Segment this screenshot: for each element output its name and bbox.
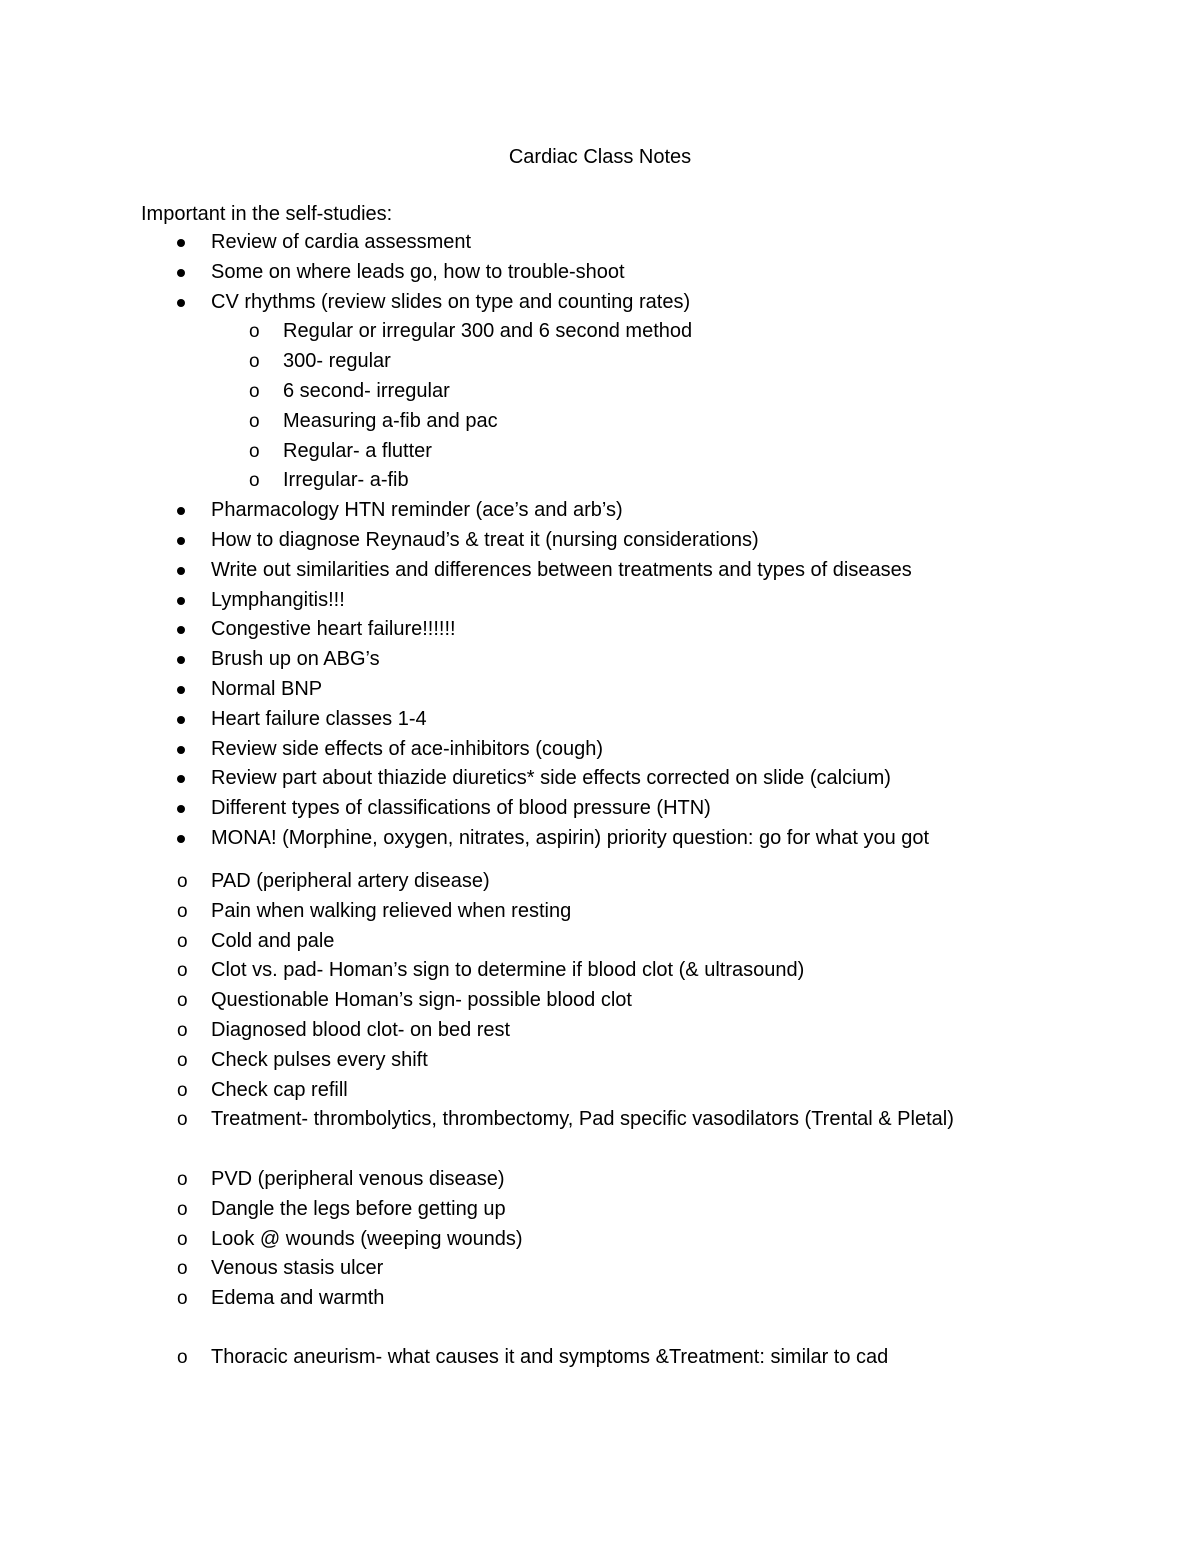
list-item-text: Check cap refill [211, 1078, 348, 1101]
list-item [0, 927, 1200, 957]
list-item [0, 556, 1200, 586]
list-item [0, 897, 1200, 927]
list-item-text: Look @ wounds (weeping wounds) [211, 1227, 523, 1250]
list-item-text: Dangle the legs before getting up [211, 1197, 506, 1220]
list-item [0, 1254, 1200, 1284]
list-item-text: Venous stasis ulcer [211, 1257, 384, 1280]
list-item [0, 1225, 1200, 1255]
list-item-text: Pain when walking relieved when resting [211, 899, 572, 922]
list-item [0, 705, 1200, 735]
hollow-bullet-icon: o [177, 1198, 188, 1220]
list-item-text: Clot vs. pad- Homan’s sign to determine if blood clot (& ultrasound) [211, 959, 805, 982]
list-item-text: Different types of classifications of blood pressure (HTN) [211, 797, 711, 820]
list-item-text: Review side effects of ace-inhibitors (cough) [211, 737, 604, 760]
hollow-bullet-icon: o [177, 990, 188, 1012]
thoracic-list [0, 1343, 1200, 1373]
list-item [0, 1343, 1200, 1373]
list-item-text: Review part about thiazide diuretics* side effects corrected on slide (calcium) [211, 767, 891, 790]
pvd-list [0, 1165, 1200, 1314]
list-item [0, 347, 1200, 377]
bullet-disc-icon [177, 626, 185, 634]
bullet-disc-icon [177, 775, 185, 783]
bullet-disc-icon [177, 716, 185, 724]
list-item [0, 466, 1200, 496]
list-item-text: Treatment- thrombolytics, thrombectomy, Pad specific vasodilators (Trental & Pletal) [211, 1108, 954, 1131]
list-item [0, 437, 1200, 467]
hollow-bullet-icon: o [249, 321, 260, 343]
hollow-bullet-icon: o [177, 1049, 188, 1071]
list-item [0, 1284, 1200, 1314]
pad-list [0, 867, 1200, 1135]
intro-text: Important in the self-studies: [141, 203, 393, 225]
hollow-bullet-icon: o [177, 1228, 188, 1250]
list-item-text: 6 second- irregular [283, 379, 450, 402]
bullet-disc-icon [177, 656, 185, 664]
list-item-text: Irregular- a-fib [283, 469, 409, 492]
list-item-text: Heart failure classes 1-4 [211, 707, 427, 730]
hollow-bullet-icon: o [177, 1169, 188, 1190]
list-item-text: How to diagnose Reynaud’s & treat it (nursing considerations) [211, 528, 759, 551]
list-item-text: Check pulses every shift [211, 1048, 428, 1071]
list-item-text: MONA! (Morphine, oxygen, nitrates, aspirin) priority question: go for what you got [211, 826, 930, 849]
list-item-text: Edema and warmth [211, 1287, 385, 1310]
hollow-bullet-icon: o [249, 380, 260, 402]
list-item-text: CV rhythms (review slides on type and counting rates) [211, 290, 691, 313]
hollow-bullet-icon: o [249, 351, 260, 373]
hollow-bullet-icon: o [177, 1079, 188, 1101]
hollow-bullet-icon: o [177, 1258, 188, 1280]
list-item [0, 228, 1200, 258]
main-bullet-list [0, 228, 1200, 854]
bullet-disc-icon [177, 805, 185, 813]
hollow-bullet-icon: o [249, 410, 260, 432]
list-item-text: 300- regular [283, 350, 391, 373]
list-item-text: Some on where leads go, how to trouble-shoot [211, 260, 625, 283]
list-item [0, 407, 1200, 437]
list-item [0, 794, 1200, 824]
bullet-disc-icon [177, 835, 185, 843]
list-item-text: Regular or irregular 300 and 6 second method [283, 320, 693, 343]
list-item-text: Review of cardia assessment [211, 231, 472, 253]
list-item [0, 1046, 1200, 1076]
hollow-bullet-icon: o [177, 1109, 188, 1131]
list-item [0, 1165, 1200, 1195]
list-item [0, 317, 1200, 347]
list-item-text: PAD (peripheral artery disease) [211, 870, 490, 892]
list-item [0, 1195, 1200, 1225]
list-item [0, 645, 1200, 675]
list-item-text: Normal BNP [211, 677, 323, 700]
hollow-bullet-icon: o [177, 1019, 188, 1041]
list-item [0, 586, 1200, 616]
list-item-text: Diagnosed blood clot- on bed rest [211, 1018, 511, 1041]
list-item [0, 1016, 1200, 1046]
list-item-text: Pharmacology HTN reminder (ace’s and arb’s) [211, 499, 623, 522]
list-item-text: Thoracic aneurism- what causes it and symptoms &Treatment: similar to cad [211, 1346, 889, 1368]
list-item [0, 986, 1200, 1016]
list-item [0, 288, 1200, 318]
hollow-bullet-icon: o [177, 960, 188, 982]
list-item [0, 824, 1200, 854]
list-item-text: PVD (peripheral venous disease) [211, 1168, 505, 1190]
bullet-disc-icon [177, 507, 185, 515]
hollow-bullet-icon: o [249, 470, 260, 492]
list-item-text: Brush up on ABG’s [211, 648, 380, 671]
hollow-bullet-icon: o [177, 1347, 188, 1368]
bullet-disc-icon [177, 239, 185, 247]
hollow-bullet-icon: o [177, 930, 188, 952]
hollow-bullet-icon: o [177, 871, 188, 892]
list-item [0, 956, 1200, 986]
list-item-text: Congestive heart failure!!!!!! [211, 618, 456, 641]
list-item-text: Cold and pale [211, 929, 335, 952]
list-item [0, 377, 1200, 407]
bullet-disc-icon [177, 567, 185, 575]
bullet-disc-icon [177, 537, 185, 545]
bullet-disc-icon [177, 299, 185, 307]
list-item [0, 735, 1200, 765]
list-item-text: Measuring a-fib and pac [283, 409, 498, 432]
list-item-text: Lymphangitis!!! [211, 588, 345, 611]
list-item [0, 615, 1200, 645]
list-item [0, 258, 1200, 288]
bullet-disc-icon [177, 269, 185, 277]
list-item [0, 496, 1200, 526]
document-title: Cardiac Class Notes [508, 146, 692, 168]
list-item [0, 675, 1200, 705]
list-item [0, 1076, 1200, 1106]
bullet-disc-icon [177, 686, 185, 694]
list-item-text: Regular- a flutter [283, 439, 432, 462]
list-item-text: Write out similarities and differences between treatments and types of diseases [211, 558, 912, 581]
list-item [0, 867, 1200, 897]
hollow-bullet-icon: o [249, 440, 260, 462]
list-item [0, 526, 1200, 556]
list-item [0, 764, 1200, 794]
hollow-bullet-icon: o [177, 900, 188, 922]
list-item-text: Questionable Homan’s sign- possible blood clot [211, 989, 632, 1012]
list-item [0, 1105, 1200, 1135]
bullet-disc-icon [177, 746, 185, 754]
hollow-bullet-icon: o [177, 1288, 188, 1310]
bullet-disc-icon [177, 597, 185, 605]
